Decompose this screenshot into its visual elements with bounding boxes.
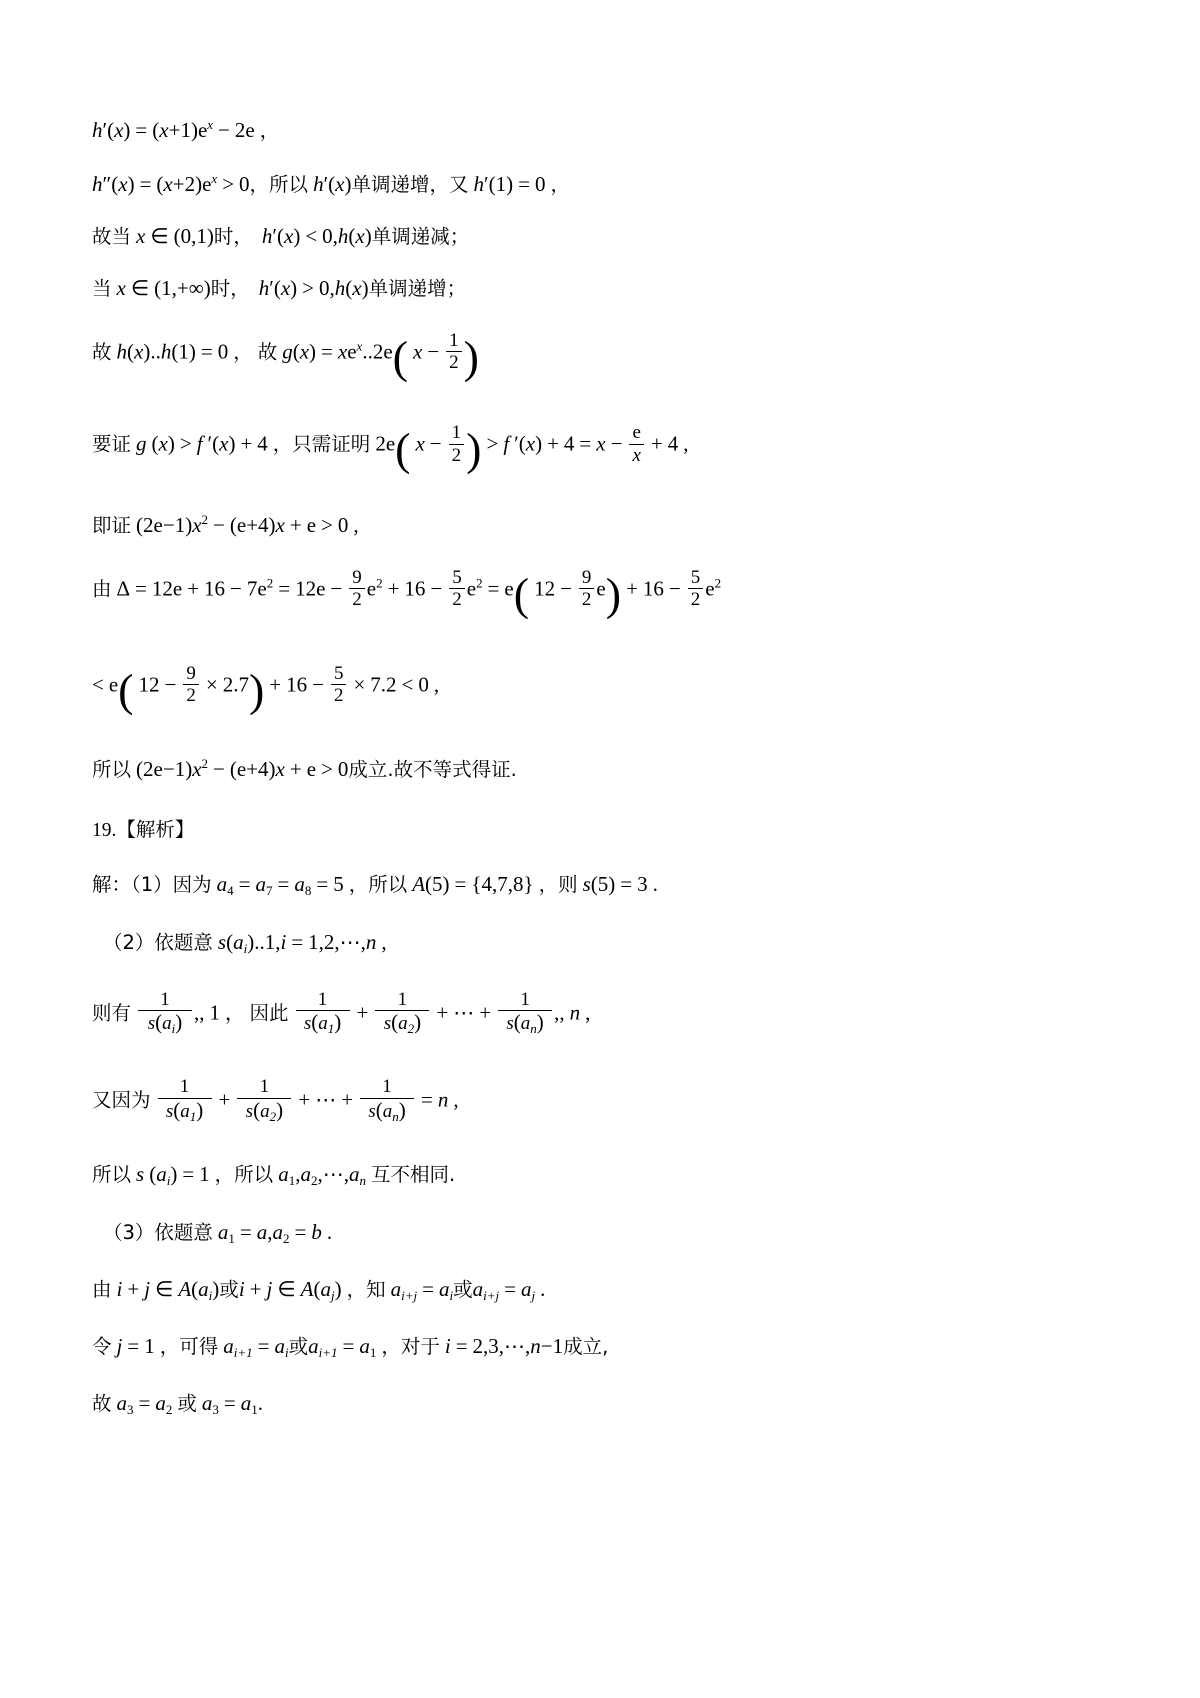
solution-line-3: 则有 $\frac{1}{s(a_i)}$ ,, 1 ， 因此 $\frac{1}{s(a_1)}$ + $\frac{1}{s(a_2)}$ + ⋯ + $\frac{1}{s(a_n)}$ ,, n ,: [92, 988, 591, 1036]
solution-line-7: 由 i + j ∈ $A(a_i)$或i + j ∈ $A(a_j)$ ，知 $a_{i+j} = a_i$或$a_{i+j} = a_j$ .: [92, 1277, 546, 1304]
solution-line-9: 故 $a_3 = a_2$ 或 $a_3 = a_1$.: [92, 1391, 263, 1418]
solution-line-1: 解：（1）因为 $a_4 = a_7 = a_8 = 5$ ，所以 A(5) = {4,7,8} ，则 s(5) = 3 .: [92, 871, 658, 898]
math-line-7: 即证 $(2e-1)x^2 - (e+4)x + e > 0$ ,: [92, 511, 359, 537]
solution-line-4: 又因为 $\frac{1}{s(a_1)}$ + $\frac{1}{s(a_2)}$ + ⋯ + $\frac{1}{s(a_n)}$ = n ,: [92, 1076, 459, 1124]
math-line-2: $h''(x) = (x+2)e^x > 0$，所以 h′(x)单调递增，又 h′(1) = 0 ，: [92, 171, 570, 196]
math-line-1: $h'(x) = (x+1)e^x - 2e$ ，: [92, 117, 280, 142]
solution-line-8: 令 j = 1 ，可得 $a_{i+1} = a_i$或$a_{i+1} = a_1$ ，对于 i = 2,3,⋯,n−1成立,: [92, 1334, 609, 1361]
math-line-5: 故 h(x)..h(1) = 0 ， 故 $g(x) = xe^x..2e$( x − $\frac{1}{2}$ ): [92, 330, 479, 383]
math-line-8: 由 $\Delta = 12e + 16 - 7e^2 = 12e$ − $\frac{9}{2}$ $e^2 + 16$ − $\frac{5}{2}$ $e^2 = e$( 12 − $\frac{9}{2}$ e) + 16 − $\frac{5}{2}$ $e^2$: [92, 566, 722, 619]
solution-line-5: 所以 s $(a_i) = 1$ ，所以 $a_1,a_2,\cdots,a_n$ 互不相同.: [92, 1162, 456, 1189]
solution-line-2: （2）依题意 $s(a_i)..1,i$ = 1,2,⋯,n ,: [103, 929, 387, 956]
solution-line-6: （3）依题意 $a_1 = a,a_2 = b$ .: [103, 1220, 333, 1247]
math-line-9: < e( 12 − $\frac{9}{2}$ × 2.7) + 16 − $\frac{5}{2}$ × 7.2 < 0 ,: [92, 662, 440, 716]
math-line-4: 当 x ∈ (1,+∞)时， h′(x) > 0,h(x)单调递增；: [92, 276, 467, 300]
math-line-3: 故当 x ∈ (0,1)时， h′(x) < 0,h(x)单调递减；: [92, 224, 470, 248]
math-line-10: 所以 $(2e-1)x^2 - (e+4)x + e > 0$成立.故不等式得证.: [92, 756, 517, 782]
math-line-6: 要证 g (x) > f ′(x) + 4 ，只需证明 2e( x − $\frac{1}{2}$ ) > f ′(x) + 4 = x − $\frac{e}{x}$ + 4 ,: [92, 422, 689, 475]
section-heading-19: 19.【解析】: [92, 818, 195, 842]
